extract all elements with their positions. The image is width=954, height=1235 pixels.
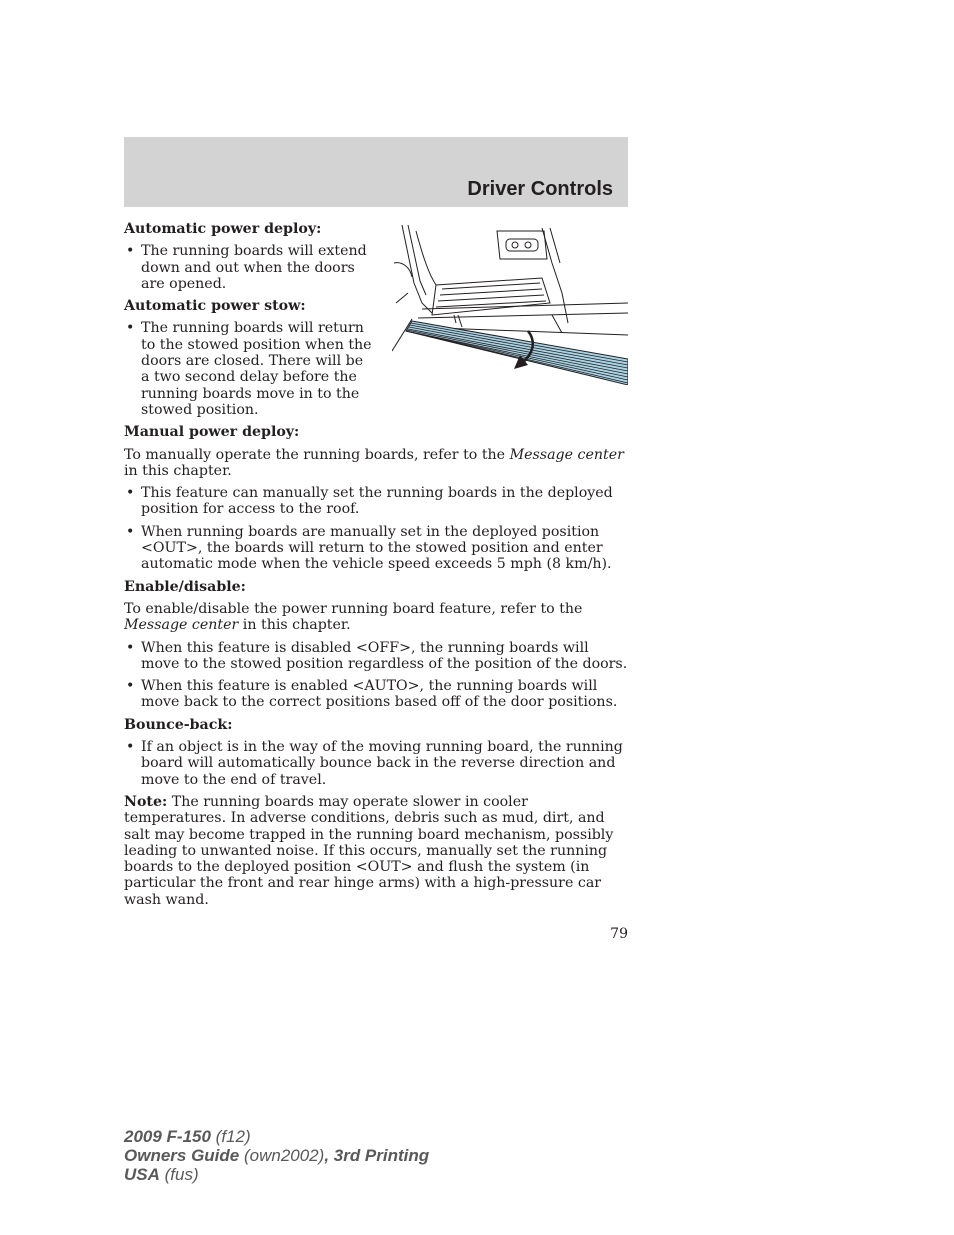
footer-line-2: [124, 1146, 429, 1165]
footer-guide: Owners Guide: [124, 1146, 240, 1165]
paragraph-manual-intro: [124, 447, 628, 480]
document-footer: [124, 1127, 429, 1184]
intro-text: in this chapter.: [238, 617, 351, 634]
section-header-band: [124, 137, 628, 207]
list-enable-disable: [124, 640, 628, 711]
intro-text: in this chapter.: [124, 462, 232, 479]
section-title: Driver Controls: [467, 178, 613, 200]
list-bounce-back: [124, 739, 628, 788]
footer-printing: , 3rd Printing: [324, 1146, 430, 1165]
note-paragraph: [124, 794, 628, 908]
list-item: • The running boards will return to the stowed position when the doors are closed. There will be a two second delay before the running boards move in to the stowed position.: [124, 320, 376, 418]
heading-enable-disable: Enable/disable:: [124, 578, 246, 595]
paragraph-enable-intro: [124, 601, 628, 634]
heading-automatic-power-stow: Automatic power stow:: [124, 298, 306, 315]
footer-region: USA: [124, 1165, 160, 1184]
list-item: • When running boards are manually set in the deployed position <OUT>, the boards will return to the stowed position and enter automatic mode when the vehicle speed exceeds 5 mph (8 km/h).: [124, 524, 628, 573]
footer-model: 2009 F-150: [124, 1127, 211, 1146]
footer-line-1: [124, 1127, 429, 1146]
list-automatic-stow: [124, 320, 376, 418]
list-item: • This feature can manually set the running boards in the deployed position for access to the roof.: [124, 485, 628, 518]
list-item: • If an object is in the way of the moving running board, the running board will automatically bounce back in the reverse direction and move to the end of travel.: [124, 739, 628, 788]
intro-text: To enable/disable the power running board feature, refer to the: [124, 600, 583, 617]
page-number: 79: [610, 926, 628, 942]
note-label: Note:: [124, 793, 168, 810]
footer-code: (fus): [159, 1165, 199, 1184]
list-item: • The running boards will extend down and out when the doors are opened.: [124, 243, 376, 292]
message-center-reference: Message center: [124, 617, 239, 634]
list-item: • When this feature is disabled <OFF>, the running boards will move to the stowed position regardless of the position of the doors.: [124, 640, 628, 673]
list-manual-deploy: [124, 485, 628, 572]
footer-line-3: [124, 1165, 429, 1184]
note-text: The running boards may operate slower in cooler temperatures. In adverse conditions, debris such as mud, dirt, and salt may become trapped in the running board mechanism, possibly leading to unwanted noise. If this occurs, manually set the running boards to the deployed position <OUT> and flush the system (in particular the front and rear hinge arms) with a high-pressure car wash wand.: [124, 793, 614, 908]
list-automatic-deploy: [124, 243, 376, 292]
heading-bounce-back: Bounce-back:: [124, 716, 233, 733]
footer-code: (own2002): [239, 1146, 325, 1165]
heading-automatic-power-deploy: Automatic power deploy:: [124, 221, 322, 237]
footer-code: (f12): [210, 1127, 251, 1146]
message-center-reference: Message center: [509, 446, 624, 463]
heading-manual-power-deploy: Manual power deploy:: [124, 424, 300, 441]
intro-text: To manually operate the running boards, refer to the: [124, 446, 510, 463]
body-content: [124, 221, 628, 914]
list-item: • When this feature is enabled <AUTO>, the running boards will move back to the correct positions based off of the door positions.: [124, 678, 628, 711]
